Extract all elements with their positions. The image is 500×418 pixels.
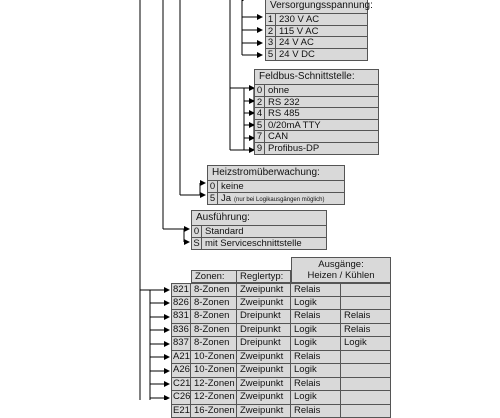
row-zones: 8-Zonen — [191, 283, 237, 297]
row-heat-output: Relais — [291, 310, 341, 324]
row-code: 837 — [171, 337, 191, 351]
row-controller-type: Zweipunkt — [237, 405, 291, 418]
heating-box — [207, 165, 345, 205]
heating-option: 5 Ja (nur bei Logikausgängen möglich) — [208, 193, 344, 205]
row-controller-type: Zweipunkt — [237, 351, 291, 365]
row-cool-output — [341, 391, 391, 405]
row-heat-output: Logik — [291, 364, 341, 378]
row-controller-type: Dreipunkt — [237, 324, 291, 338]
col-controller-header: Reglertyp: — [237, 270, 291, 283]
row-controller-type: Dreipunkt — [237, 310, 291, 324]
row-zones: 8-Zonen — [191, 297, 237, 311]
row-heat-output: Relais — [291, 351, 341, 365]
row-code: 836 — [171, 324, 191, 338]
version-title: Ausführung: — [192, 211, 326, 226]
row-cool-output — [341, 364, 391, 378]
supply-option: 3 24 V AC — [266, 37, 367, 49]
row-cool-output — [341, 283, 391, 297]
row-code: C21 — [171, 378, 191, 392]
fieldbus-option: 0 ohne — [255, 85, 378, 97]
table-row — [171, 405, 391, 418]
row-controller-type: Dreipunkt — [237, 337, 291, 351]
row-code: E21 — [171, 405, 191, 418]
row-code: C26 — [171, 391, 191, 405]
fieldbus-box — [254, 69, 379, 155]
row-heat-output: Logik — [291, 391, 341, 405]
col-zones-header: Zonen: — [191, 270, 237, 283]
row-code: 831 — [171, 310, 191, 324]
supply-box — [265, 0, 368, 61]
fieldbus-option: 9 Profibus-DP — [255, 143, 378, 155]
row-code: A26 — [171, 364, 191, 378]
row-controller-type: Zweipunkt — [237, 297, 291, 311]
row-zones: 8-Zonen — [191, 310, 237, 324]
table-row — [171, 364, 391, 378]
row-zones: 12-Zonen — [191, 391, 237, 405]
version-option: S mit Serviceschnittstelle — [192, 238, 326, 250]
row-heat-output: Relais — [291, 378, 341, 392]
row-heat-output: Logik — [291, 297, 341, 311]
row-zones: 10-Zonen — [191, 351, 237, 365]
heating-note: (nur bei Logikausgängen möglich) — [234, 197, 324, 203]
row-zones: 8-Zonen — [191, 337, 237, 351]
row-controller-type: Zweipunkt — [237, 391, 291, 405]
row-heat-output: Relais — [291, 405, 341, 418]
row-heat-output: Logik — [291, 324, 341, 338]
row-cool-output — [341, 378, 391, 392]
supply-option: 2 115 V AC — [266, 26, 367, 38]
row-code: 826 — [171, 297, 191, 311]
heating-title: Heizstromüberwachung: — [208, 166, 344, 181]
outputs-header: Ausgänge: Heizen / Kühlen — [291, 257, 391, 283]
supply-option: 5 24 V DC — [266, 49, 367, 61]
version-option: 0 Standard — [192, 226, 326, 238]
version-box — [191, 210, 327, 250]
row-zones: 12-Zonen — [191, 378, 237, 392]
row-heat-output: Relais — [291, 283, 341, 297]
table-row — [171, 391, 391, 405]
row-code: 821 — [171, 283, 191, 297]
row-cool-output: Logik — [341, 337, 391, 351]
row-cool-output: Relais — [341, 310, 391, 324]
row-cool-output — [341, 405, 391, 418]
fieldbus-option: 5 0/20mA TTY — [255, 120, 378, 132]
table-row — [171, 378, 391, 392]
fieldbus-option: 4 RS 485 — [255, 108, 378, 120]
fieldbus-title: Feldbus-Schnittstelle: — [255, 70, 378, 85]
row-controller-type: Zweipunkt — [237, 283, 291, 297]
table-row — [171, 351, 391, 365]
table-row — [171, 324, 391, 338]
row-controller-type: Zweipunkt — [237, 378, 291, 392]
table-row — [171, 297, 391, 311]
row-cool-output — [341, 351, 391, 365]
zones-rows — [171, 283, 391, 418]
row-controller-type: Zweipunkt — [237, 364, 291, 378]
row-code: A21 — [171, 351, 191, 365]
table-row — [171, 310, 391, 324]
table-row — [171, 337, 391, 351]
fieldbus-option: 2 RS 232 — [255, 97, 378, 109]
heating-option: 0 keine — [208, 181, 344, 193]
supply-option: 1 230 V AC — [266, 14, 367, 26]
fieldbus-option: 7 CAN — [255, 131, 378, 143]
zones-header-row — [191, 270, 291, 283]
row-zones: 8-Zonen — [191, 324, 237, 338]
table-row — [171, 283, 391, 297]
row-cool-output: Relais — [341, 324, 391, 338]
row-cool-output — [341, 297, 391, 311]
row-heat-output: Logik — [291, 337, 341, 351]
row-zones: 10-Zonen — [191, 364, 237, 378]
row-zones: 16-Zonen — [191, 405, 237, 418]
supply-title: Versorgungsspannung: — [266, 0, 367, 14]
